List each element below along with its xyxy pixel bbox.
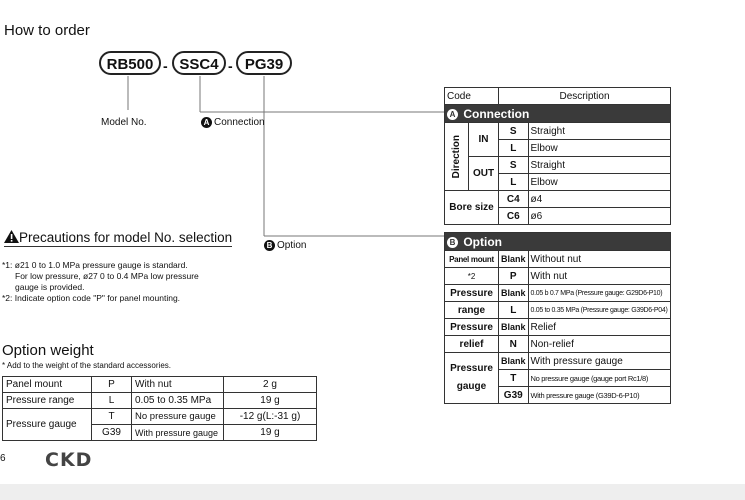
pressure-range-label: Pressure [445,285,499,302]
weight-cell: 19 g [224,393,317,409]
col-description-header: Description [499,88,671,105]
model-part-rb500: RB500 [99,51,161,75]
page-bottom-bar [0,484,745,500]
desc-cell: With nut [528,268,670,285]
code-cell: G39 [92,425,132,441]
desc-cell: With pressure gauge (G39D-6-P10) [528,387,670,404]
option-weight-table [2,376,317,441]
desc-cell: With nut [132,377,224,393]
desc-cell: Elbow [528,140,670,157]
code-cell: T [92,409,132,425]
ckd-logo: CKD [45,449,93,471]
table-spacer [445,225,671,233]
desc-cell: ø6 [528,208,670,225]
table-row [3,409,317,425]
pressure-relief-label: relief [445,336,499,353]
desc-cell: ø4 [528,191,670,208]
option-weight-title: Option weight [2,342,94,359]
code-cell: P [92,377,132,393]
pressure-relief-label: Pressure [445,319,499,336]
option-band: B Option [445,233,671,251]
code-cell: C4 [499,191,529,208]
note-1-cont: gauge is provided. [15,282,85,292]
col-code-header: Code [445,88,499,105]
weight-cell: 19 g [224,425,317,441]
pressure-gauge-label: Pressure gauge [445,353,499,404]
model-separator: - [163,58,168,74]
code-cell: N [499,336,529,353]
weight-cell: 2 g [224,377,317,393]
desc-cell: Straight [528,157,670,174]
panel-mount-note: *2 [445,268,499,285]
in-label: IN [469,123,499,157]
desc-cell: No pressure gauge [132,409,224,425]
desc-cell: 0.05 to 0.35 MPa [132,393,224,409]
desc-cell: Relief [528,319,670,336]
marker-a-icon: A [447,109,458,120]
item-cell: Pressure range [3,393,92,409]
marker-a-icon: A [201,117,212,128]
desc-cell: Non-relief [528,336,670,353]
model-no-caption: Model No. [101,117,147,128]
code-cell: Blank [499,319,529,336]
desc-cell: With pressure gauge [132,425,224,441]
panel-mount-label: Panel mount [445,251,499,268]
code-cell: L [499,174,529,191]
desc-cell: Straight [528,123,670,140]
code-cell: Blank [499,353,529,370]
option-weight-note: * Add to the weight of the standard accessories. [2,361,171,370]
desc-cell: 0.05 to 0.35 MPa (Pressure gauge: G39D6-P04) [528,302,670,319]
code-cell: L [499,140,529,157]
model-part-pg39: PG39 [236,51,292,75]
code-cell: L [499,302,529,319]
code-cell: P [499,268,529,285]
code-cell: Blank [499,285,529,302]
code-cell: L [92,393,132,409]
code-cell: S [499,123,529,140]
desc-cell: No pressure gauge (gauge port Rc1/8) [528,370,670,387]
bore-size-label: Bore size [445,191,499,225]
item-cell: Panel mount [3,377,92,393]
precaution-notes [2,260,199,304]
connection-caption: A Connection [201,117,265,128]
desc-cell: Elbow [528,174,670,191]
model-part-ssc4: SSC4 [172,51,226,75]
code-cell: Blank [499,251,529,268]
precautions-title: Precautions for model No. selection [4,230,232,247]
table-row [3,393,317,409]
page-title: How to order [4,22,90,39]
out-label: OUT [469,157,499,191]
marker-b-icon: B [264,240,275,251]
page-number: 6 [0,453,6,464]
note-1-cont: For low pressure, ø27 0 to 0.4 MPa low pressure [15,271,199,281]
weight-cell: -12 g(L:-31 g) [224,409,317,425]
code-table [444,87,671,404]
option-caption: B Option [264,240,306,251]
connection-band: A Connection [445,105,671,123]
note-1: *1: ø21 0 to 1.0 MPa pressure gauge is standard. [2,260,188,270]
code-cell: G39 [499,387,529,404]
note-2: *2: Indicate option code "P" for panel mounting. [2,293,181,303]
desc-cell: Without nut [528,251,670,268]
desc-cell: 0.05 b 0.7 MPa (Pressure gauge: G29D6-P10) [528,285,670,302]
table-row [3,377,317,393]
warning-icon [4,230,19,243]
code-cell: S [499,157,529,174]
direction-label: Direction [445,123,469,191]
code-cell: T [499,370,529,387]
model-separator: - [228,58,233,74]
desc-cell: With pressure gauge [528,353,670,370]
marker-b-icon: B [447,237,458,248]
item-cell: Pressure gauge [3,409,92,441]
pressure-range-label: range [445,302,499,319]
code-cell: C6 [499,208,529,225]
